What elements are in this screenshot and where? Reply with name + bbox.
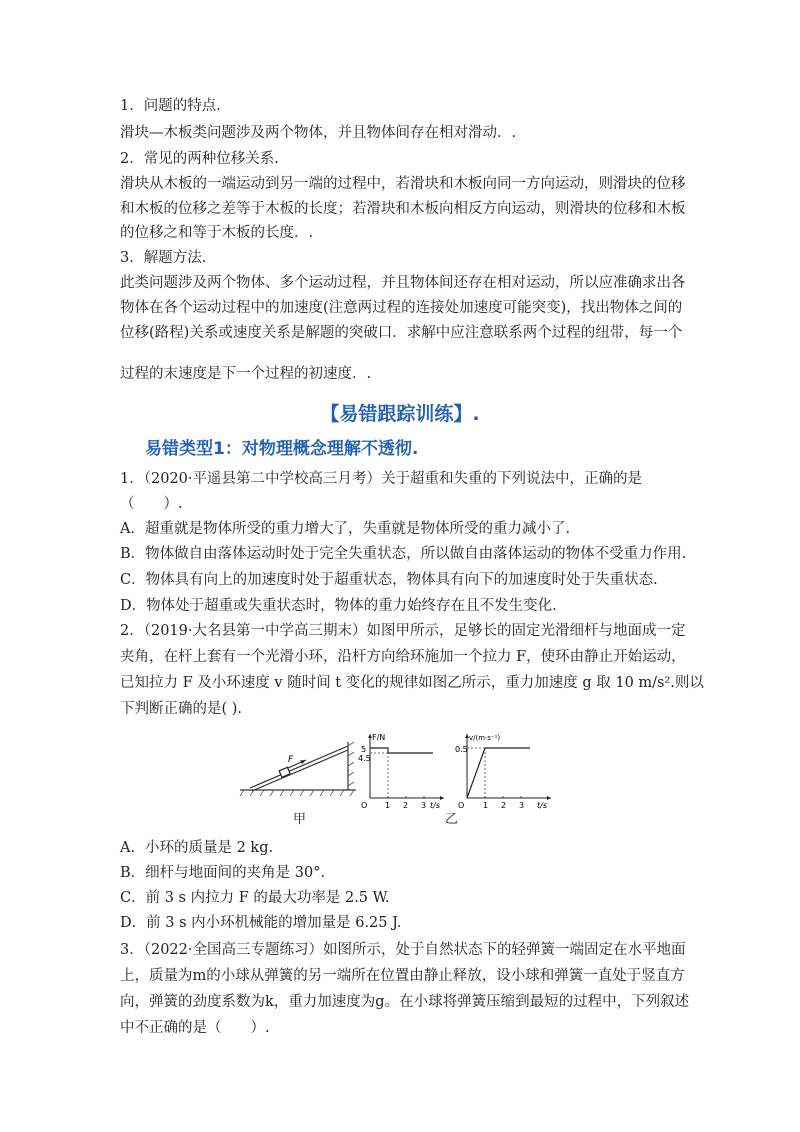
q1-option-d: D．物体处于超重或失重状态时，物体的重力始终存在且不发生变化.	[120, 598, 557, 614]
q2-line3: 已知拉力 F 及小环速度 v 随时间 t 变化的规律如图乙所示，重力加速度 g 取 10 m/s².则以	[120, 675, 704, 691]
ft-origin: O	[361, 801, 368, 810]
ft-tick-2: 2	[403, 801, 409, 810]
section2-line3: 的位移之和等于木板的长度．.	[120, 225, 314, 241]
q2-line1: 2．（2019·大名县第一中学高三期末）如图甲所示，足够长的固定光滑细杆与地面成一定	[120, 623, 686, 639]
q1-stem: 1．（2020·平遥县第二中学校高三月考）关于超重和失重的下列说法中，正确的是	[120, 471, 642, 487]
q2-line2: 夹角，在杆上套有一个光滑小环，沿杆方向给环施加一个拉力 F，使环由静止开始运动，	[120, 649, 686, 665]
vt-tick-1: 1	[483, 801, 489, 810]
vt-x-label: t/s	[537, 801, 547, 810]
section1-text: 滑块—木板类问题涉及两个物体，并且物体间存在相对滑动．.	[120, 125, 517, 141]
section1-title: 1．问题的特点.	[120, 98, 221, 114]
ft-tick-1: 1	[385, 801, 391, 810]
q2-option-b: B．细杆与地面间的夹角是 30°.	[120, 865, 326, 881]
figure-jia-incline	[238, 738, 358, 798]
q2-option-c: C．前 3 s 内拉力 F 的最大功率是 2.5 W.	[120, 890, 390, 906]
q3-line2: 上，质量为m的小球从弹簧的另一端所在位置由静止释放，设小球和弹簧一直处于竖直方	[120, 968, 685, 984]
vt-tick-3: 3	[519, 801, 525, 810]
q2-line4: 下判断正确的是( ).	[120, 701, 243, 717]
vt-series-line	[467, 748, 530, 798]
section2-title: 2．常见的两种位移关系.	[120, 151, 279, 167]
section3-line3: 位移(路程)关系或速度关系是解题的突破口．求解中应注意联系两个过程的纽带，每一个	[120, 325, 683, 341]
q1-option-a: A．超重就是物体所受的重力增大了，失重就是物体所受的重力减小了.	[120, 521, 571, 537]
vt-tick-0-5: 0.5	[455, 745, 468, 754]
section3-line1: 此类问题涉及两个物体、多个运动过程，并且物体间还存在相对运动，所以应准确求出各	[120, 275, 686, 291]
section3-title: 3．解题方法.	[120, 250, 207, 266]
ft-tick-4-5: 4.5	[358, 754, 371, 763]
q2-option-a: A．小环的质量是 2 kg.	[120, 840, 274, 856]
q3-line4: 中不正确的是（ ）.	[120, 1020, 270, 1036]
figure-jia-caption: 甲	[293, 812, 307, 827]
q2-option-d: D．前 3 s 内小环机械能的增加量是 6.25 J.	[120, 915, 402, 931]
section3-line2: 物体在各个运动过程中的加速度(注意两过程的连接处加速度可能突变)，找出物体之间的	[120, 300, 683, 316]
figure-force-label: F	[288, 755, 294, 765]
vt-origin: O	[458, 801, 465, 810]
q3-line1: 3．（2022·全国高三专题练习）如图所示，处于自然状态下的轻弹簧一端固定在水平地面	[120, 942, 686, 958]
ft-series-line	[370, 748, 433, 753]
ft-tick-3: 3	[421, 801, 427, 810]
section2-line2: 和木板的位移之差等于木板的长度；若滑块和木板向相反方向运动，则滑块的位移和木板	[120, 201, 686, 217]
q1-option-b: B．物体做自由落体运动时处于完全失重状态，所以做自由落体运动的物体不受重力作用.	[120, 546, 687, 562]
q3-line3: 向，弹簧的劲度系数为k，重力加速度为g。在小球将弹簧压缩到最短的过程中，下列叙述	[120, 994, 690, 1010]
q1-option-c: C．物体具有向上的加速度时处于超重状态，物体具有向下的加速度时处于失重状态.	[120, 572, 658, 588]
ft-tick-5: 5	[361, 745, 367, 754]
q1-paren: （ ）.	[120, 496, 183, 512]
section3-line4: 过程的末速度是下一个过程的初速度．.	[120, 366, 372, 382]
vt-y-label: v/(m·s⁻¹)	[469, 734, 501, 742]
ft-y-label: F/N	[372, 733, 386, 742]
vt-graph	[455, 730, 565, 810]
ft-x-label: t/s	[430, 801, 440, 810]
ft-graph	[358, 730, 448, 810]
figure-yi-caption: 乙	[445, 812, 459, 827]
section2-line1: 滑块从木板的一端运动到另一端的过程中，若滑块和木板向同一方向运动，则滑块的位移	[120, 176, 686, 192]
error-type-subheading: 易错类型1：对物理概念理解不透彻.	[145, 439, 419, 459]
error-training-heading: 【易错跟踪训练】.	[320, 403, 480, 425]
vt-tick-2: 2	[501, 801, 507, 810]
